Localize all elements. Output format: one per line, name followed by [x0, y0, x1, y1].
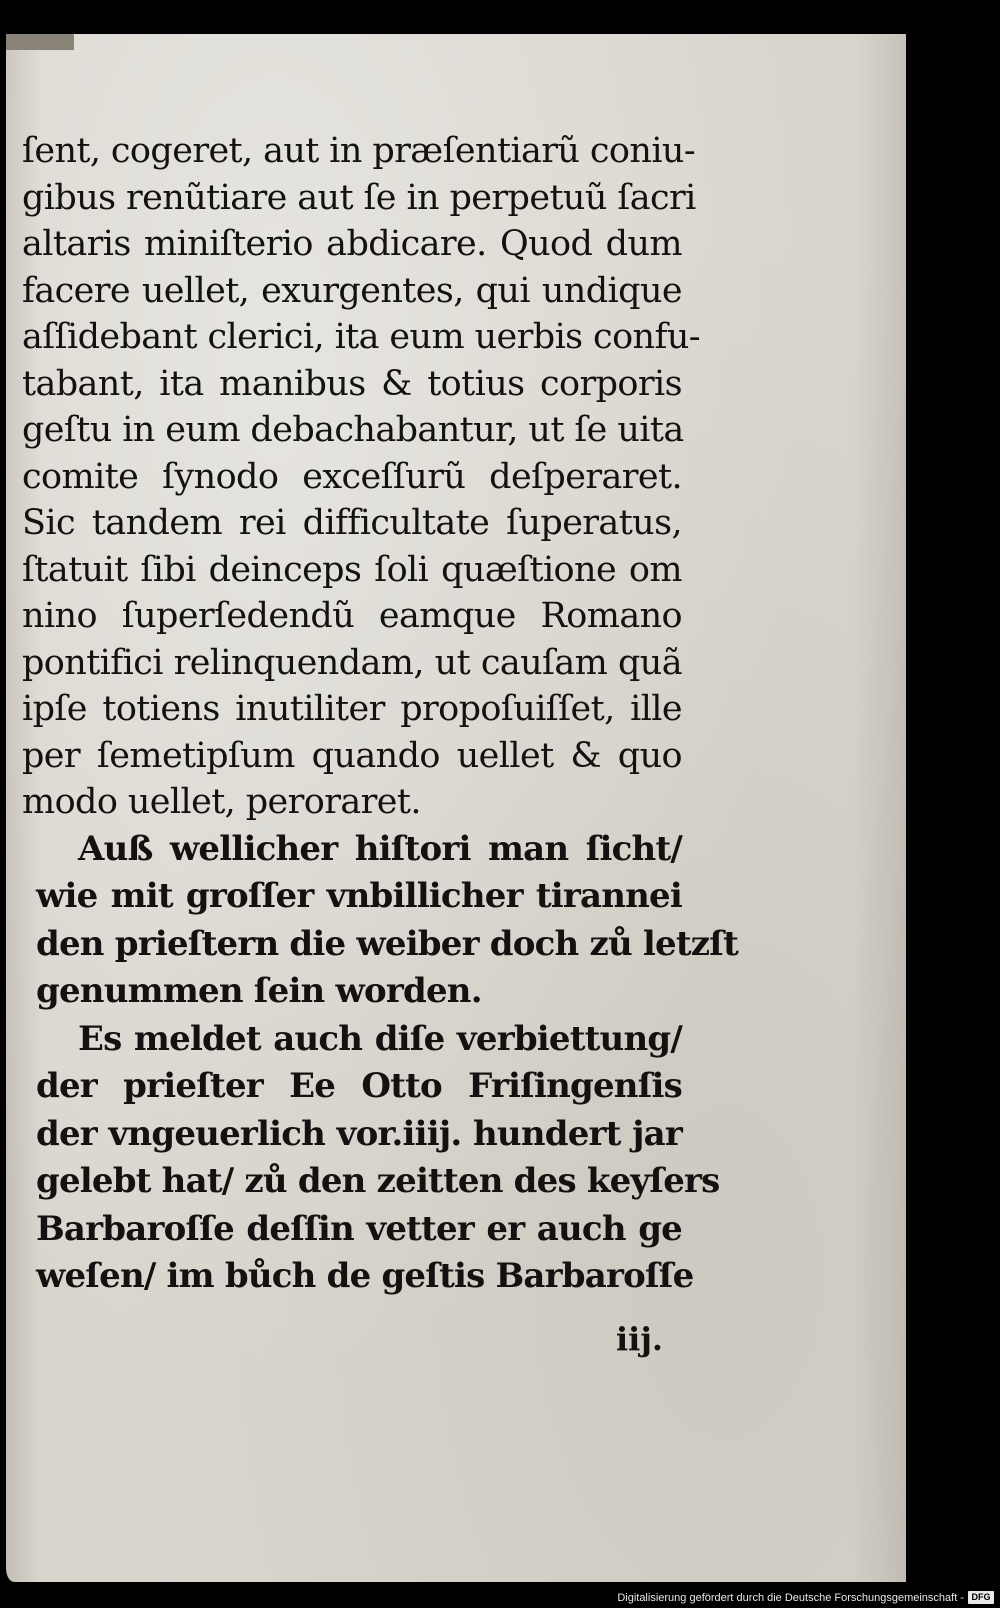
latin-line: nino ſuperſedendũ eamque Romano: [22, 596, 682, 636]
german-paragraph-2: [22, 1016, 720, 1301]
german-line: den prieſtern die weiber doch zů letzſt: [36, 923, 739, 964]
german-paragraph-1: [22, 826, 739, 1016]
latin-line: aſſidebant clerici, ita eum uerbis confu-: [22, 317, 700, 357]
book-page: [6, 34, 906, 1582]
latin-line: gibus renũtiare aut ſe in perpetuũ ſacri: [22, 177, 696, 218]
dfg-logo-icon: DFG: [968, 1591, 994, 1604]
latin-paragraph: [22, 128, 700, 826]
latin-line: per ſemetipſum quando uellet & quo: [22, 735, 682, 776]
page-text: [22, 128, 739, 1301]
german-line: der vngeuerlich vor.iiij. hundert jar: [36, 1113, 682, 1154]
latin-line: geſtu in eum debachabantur, ut ſe uita: [22, 410, 684, 450]
german-line: der prieſter Ee Otto Friſingenſis: [36, 1066, 682, 1106]
latin-line: ipſe totiens inutiliter propoſuiſſet, ille: [22, 689, 682, 729]
german-line: Es meldet auch diſe verbiettung/: [78, 1018, 682, 1059]
page-edge-shadow: [6, 34, 74, 50]
german-line: Barbaroſſe deſſin vetter er auch ge: [36, 1208, 682, 1249]
german-line: Auß wellicher hiſtori man ſicht/: [78, 828, 682, 869]
latin-line: pontifici relinquendam, ut cauſam quã: [22, 642, 682, 683]
latin-line: ſtatuit ſibi deinceps ſoli quæſtione om: [22, 549, 682, 590]
footer-credit: Digitalisierung gefördert durch die Deutsche Forschungsgemeinschaft -: [617, 1592, 964, 1604]
latin-line: facere uellet, exurgentes, qui undique: [22, 270, 682, 311]
latin-line: comite ſynodo exceſſurũ deſperaret.: [22, 456, 682, 497]
german-line: weſen/ im bůch de geſtis Barbaroſſe: [36, 1256, 694, 1296]
signature-mark: iij.: [616, 1320, 664, 1358]
latin-line: modo uellet, peroraret.: [22, 782, 421, 822]
latin-line: Sic tandem rei difficultate ſuperatus,: [22, 503, 682, 543]
german-line: genummen ſein worden.: [36, 971, 482, 1011]
footer-bar: [0, 1586, 1000, 1608]
latin-line: altaris miniſterio abdicare. Quod dum: [22, 224, 682, 264]
latin-line: ſent, cogeret, aut in præſentiarũ coniu-: [22, 131, 696, 171]
german-line: gelebt hat/ zů den zeitten des keyſers: [36, 1161, 720, 1201]
german-line: wie mit groſſer vnbillicher tirannei: [36, 876, 682, 916]
latin-line: tabant, ita manibus & totius corporis: [22, 363, 682, 404]
